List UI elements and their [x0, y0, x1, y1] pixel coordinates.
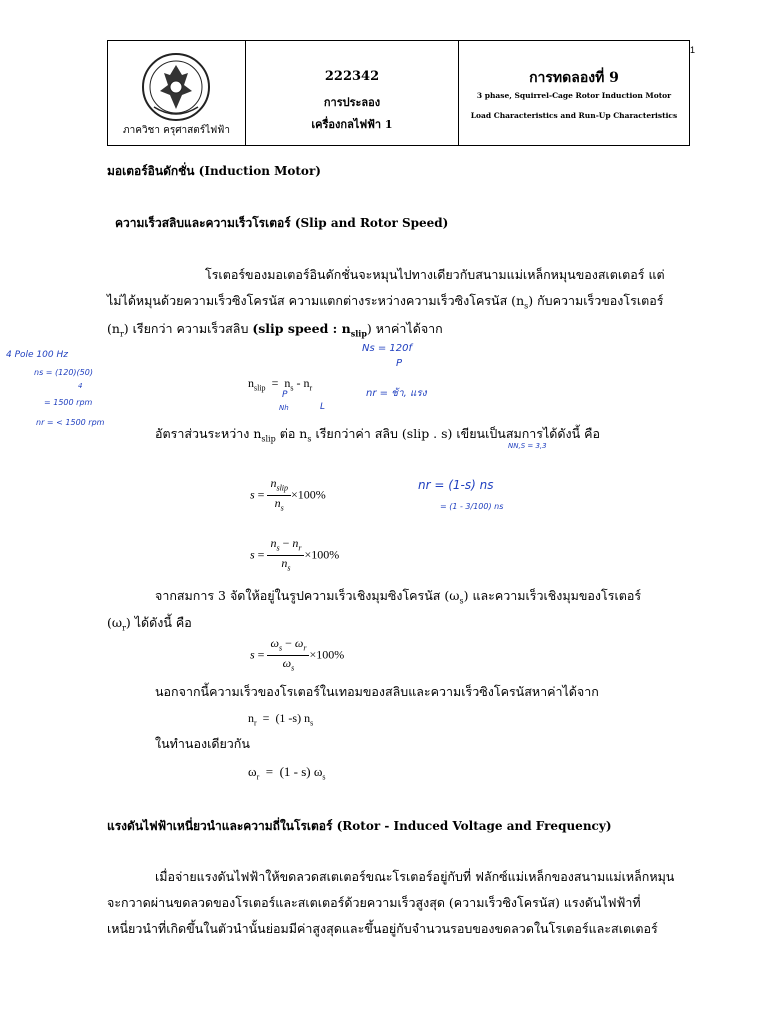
handwriting-ns-formula: ns = (120)(50) — [34, 368, 93, 377]
page-number: 1 — [690, 45, 696, 55]
equation-rotor-angular: $\omega_r = (1 - s)$ $\omega_s$ — [248, 764, 326, 782]
handwriting-pole: 4 Pole 100 Hz — [6, 350, 68, 360]
paragraph-6-line-3: เหนี่ยวนำที่เกิดขึ้นในตัวนำนั้นย่อมมีค่าสูงสุดและขึ้นอยู่กับจำนวนรอบของขดลวดในโรเตอร์และสเตเตอร์ — [107, 921, 658, 936]
department-label: ภาควิชา ครุศาสตร์ไฟฟ้า — [123, 125, 230, 136]
equation-slip-speed: $n_{slip} = n_s - n_r$ — [248, 376, 313, 393]
handwriting-p-under: P — [282, 390, 288, 400]
paragraph-1-line-1: โรเตอร์ของมอเตอร์อินดักชั่นจะหมุนไปทางเดียวกับสนามแม่เหล็กหมุนของสเตเตอร์ แต่ — [205, 267, 665, 282]
equation-rotor-speed: $n_r = (1$ -s) $n_s$ — [248, 711, 314, 728]
paragraph-3-line-1: จากสมการ 3 จัดให้อยู่ในรูปความเร็วเชิงมุมซิงโครนัส $(\omega_s)$ และความเร็วเชิงมุมของโรเตอร์ — [155, 588, 642, 606]
course-type: การประลอง — [323, 96, 381, 109]
handwriting-nr-substitution: = (1 - 3/100) ns — [440, 502, 504, 511]
logo-cell — [108, 41, 246, 145]
course-code: 222342 — [324, 69, 380, 84]
handwriting-p: P — [396, 358, 403, 369]
paragraph-6-line-1: เมื่อจ่ายแรงดันไฟฟ้าให้ขดลวดสเตเตอร์ขณะโรเตอร์อยู่กับที่ ฟลักซ์แม่เหล็กของสนามแม่เหล็กหมุน — [155, 869, 675, 884]
equation-slip-angular: s = $\frac{\omega_s - \omega_r}{\omega_s}$ ×100% — [250, 636, 345, 673]
course-cell — [246, 41, 459, 145]
handwriting-small-note: NN,S = 3,3 — [508, 442, 547, 450]
handwriting-ns-120f: Ns = 120f — [362, 343, 413, 354]
experiment-title: การทดลองที่ 9 — [529, 70, 619, 86]
document-header — [107, 40, 690, 146]
handwriting-ns-value: = 1500 rpm — [44, 398, 93, 407]
paragraph-1-line-2: ไม่ได้หมุนด้วยความเร็วซิงโครนัส ความแตกต่างระหว่างความเร็วซิงโครนัส $(n_s)$ กับความเร็วของโรเตอร์ — [107, 293, 664, 311]
handwriting-l-under: L — [320, 402, 326, 412]
section-title-induction-motor: มอเตอร์อินดักชั่น (Induction Motor) — [107, 164, 321, 178]
experiment-cell — [459, 41, 689, 145]
handwriting-nr-note: nr = ช้า, แรง — [366, 388, 427, 399]
university-seal-icon — [138, 51, 214, 123]
course-name: เครื่องกลไฟฟ้า 1 — [311, 118, 393, 131]
paragraph-4: นอกจากนี้ความเร็วของโรเตอร์ในเทอมของสลิบและความเร็วซิงโครนัสหาค่าได้จาก — [155, 684, 599, 699]
paragraph-5: ในทำนองเดียวกัน — [155, 736, 250, 751]
section-title-slip: ความเร็วสลิบและความเร็วโรเตอร์ (Slip and Rotor Speed) — [115, 216, 449, 230]
equation-slip-speeds: s = $\frac{n_s - n_r}{n_s}$ ×100% — [250, 536, 340, 573]
experiment-subtitle-1: 3 phase, Squirrel-Cage Rotor Induction Motor — [476, 91, 672, 100]
handwriting-ns-denominator: 4 — [78, 382, 83, 390]
paragraph-1-line-3: $(n_r)$ เรียกว่า ความเร็วสลิบ (slip speed : $n_{slip}$) หาค่าได้จาก — [107, 321, 443, 339]
handwriting-nr-formula: nr = (1-s) ns — [418, 478, 494, 492]
paragraph-3-line-2: $(\omega_r)$ ได้ดังนี้ คือ — [107, 615, 192, 633]
handwriting-nh-under: Nh — [279, 404, 289, 412]
experiment-subtitle-2: Load Characteristics and Run-Up Characteristics — [470, 111, 678, 120]
handwriting-nr-value: nr = < 1500 rpm — [36, 418, 105, 427]
section-title-rotor-voltage: แรงดันไฟฟ้าเหนี่ยวนำและความถี่ในโรเตอร์ (Rotor - Induced Voltage and Frequency) — [107, 819, 612, 833]
paragraph-2: อัตราส่วนระหว่าง $n_{slip}$ ต่อ $n_s$ เรียกว่าค่า สลิบ (slip . s) เขียนเป็นสมการได้ดังนี้ คือ — [155, 426, 601, 444]
equation-slip-ratio: s = $\frac{n_{slip}}{n_s}$ ×100% — [250, 476, 326, 513]
paragraph-6-line-2: จะกวาดผ่านขดลวดของโรเตอร์และสเตเตอร์ด้วยความเร็วสูงสุด (ความเร็วซิงโครนัส) แรงดันไฟฟ้าที่ — [107, 895, 641, 910]
